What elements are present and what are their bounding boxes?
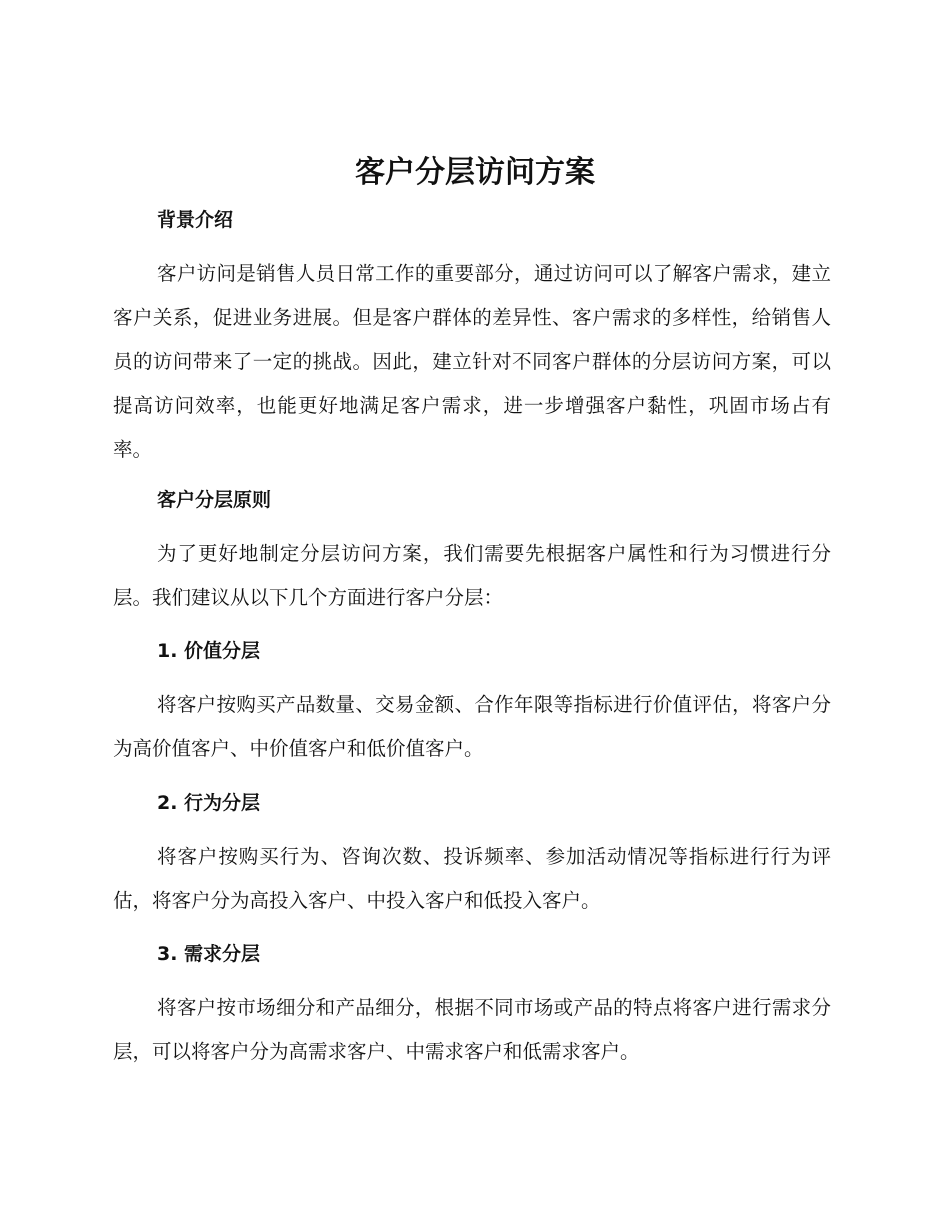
section-heading-behavior: 2. 行为分层 [157,792,261,814]
section-paragraph-principles: 为了更好地制定分层访问方案，我们需要先根据客户属性和行为习惯进行分层。我们建议从以下几个方面进行客户分层： [113,542,831,609]
section-paragraph-value: 将客户按购买产品数量、交易金额、合作年限等指标进行价值评估，将客户分为高价值客户、中价值客户和低价值客户。 [113,693,831,760]
document-title: 客户分层访问方案 [355,155,595,190]
section-heading-value: 1. 价值分层 [157,640,261,662]
section-heading-principles: 客户分层原则 [157,489,272,511]
section-heading-background: 背景介绍 [157,209,234,231]
section-paragraph-demand: 将客户按市场细分和产品细分，根据不同市场或产品的特点将客户进行需求分层，可以将客户分为高需求客户、中需求客户和低需求客户。 [113,996,831,1063]
section-paragraph-background: 客户访问是销售人员日常工作的重要部分，通过访问可以了解客户需求，建立客户关系，促进业务进展。但是客户群体的差异性、客户需求的多样性，给销售人员的访问带来了一定的挑战。因此，建立针对不同客户群体的分层访问方案，可以提高访问效率，也能更好地满足客户需求，进一步增强客户黏性，巩固市场占有率。 [113,262,831,461]
section-paragraph-behavior: 将客户按购买行为、咨询次数、投诉频率、参加活动情况等指标进行行为评估，将客户分为高投入客户、中投入客户和低投入客户。 [113,845,831,912]
section-heading-demand: 3. 需求分层 [157,943,261,965]
